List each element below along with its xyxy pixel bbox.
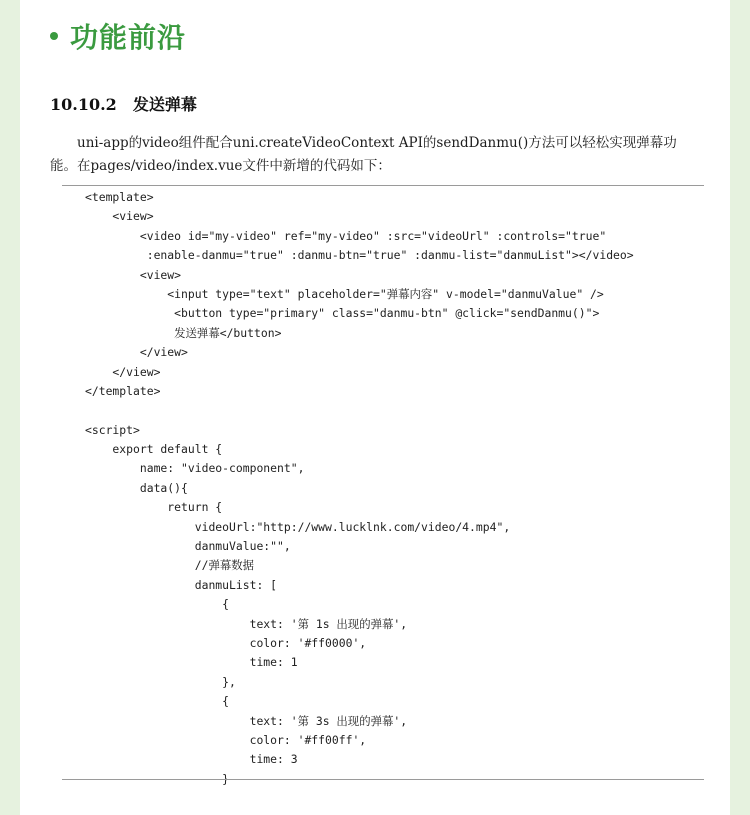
- code-line: name: "video-component",: [85, 461, 305, 476]
- section-title: 发送弹幕: [132, 95, 197, 114]
- code-line: 发送弹幕</button>: [85, 325, 282, 340]
- bullet-dot-icon: [50, 32, 58, 40]
- code-line: </template>: [85, 383, 161, 398]
- code-line: text: '第 3s 出现的弹幕',: [85, 713, 408, 728]
- feature-title-text: 功能前沿: [70, 21, 187, 54]
- code-line: [85, 401, 715, 420]
- code-line: //弹幕数据: [85, 558, 255, 573]
- code-line: },: [85, 674, 236, 689]
- section-number: 10.10.2: [50, 95, 117, 114]
- section-heading: [50, 92, 197, 115]
- code-line: videoUrl:"http://www.lucklnk.com/video/4.mp4",: [85, 519, 511, 534]
- code-line: danmuValue:"",: [85, 539, 291, 554]
- code-line: color: '#ff00ff',: [85, 732, 367, 747]
- code-line: <template>: [85, 190, 154, 204]
- code-line: time: 3: [85, 752, 298, 767]
- code-line: {: [85, 694, 230, 709]
- code-line: color: '#ff0000',: [85, 635, 367, 650]
- document-page: [20, 0, 730, 815]
- code-block: [85, 188, 715, 789]
- code-top-rule: [62, 185, 704, 186]
- code-line: <input type="text" placeholder="弹幕内容" v-model="danmuValue" />: [85, 286, 604, 301]
- code-line: <button type="primary" class="danmu-btn" @click="sendDanmu()">: [85, 306, 600, 321]
- code-line: :enable-danmu="true" :danmu-btn="true" :danmu-list="danmuList"></video>: [85, 248, 634, 263]
- code-line: export default {: [85, 442, 223, 457]
- code-line: <script>: [85, 422, 140, 437]
- code-line: <video id="my-video" ref="my-video" :src="videoUrl" :controls="true": [85, 228, 607, 243]
- code-line: <view>: [85, 209, 154, 224]
- code-line: danmuList: [: [85, 577, 278, 592]
- code-bottom-rule: [62, 779, 704, 780]
- code-line: time: 1: [85, 655, 298, 670]
- intro-paragraph: uni-app的video组件配合uni.createVideoContext API的sendDanmu()方法可以轻松实现弹幕功能。在pages/video/index.vue文件中新增的代码如下：: [50, 135, 677, 174]
- code-line: text: '第 1s 出现的弹幕',: [85, 616, 408, 631]
- code-line: <view>: [85, 267, 182, 282]
- feature-title: [50, 16, 186, 56]
- code-line: data(){: [85, 480, 188, 495]
- code-line: return {: [85, 500, 223, 515]
- code-line: {: [85, 597, 230, 612]
- code-line: </view>: [85, 345, 188, 360]
- code-line: </view>: [85, 364, 161, 379]
- code-line: }: [85, 771, 230, 786]
